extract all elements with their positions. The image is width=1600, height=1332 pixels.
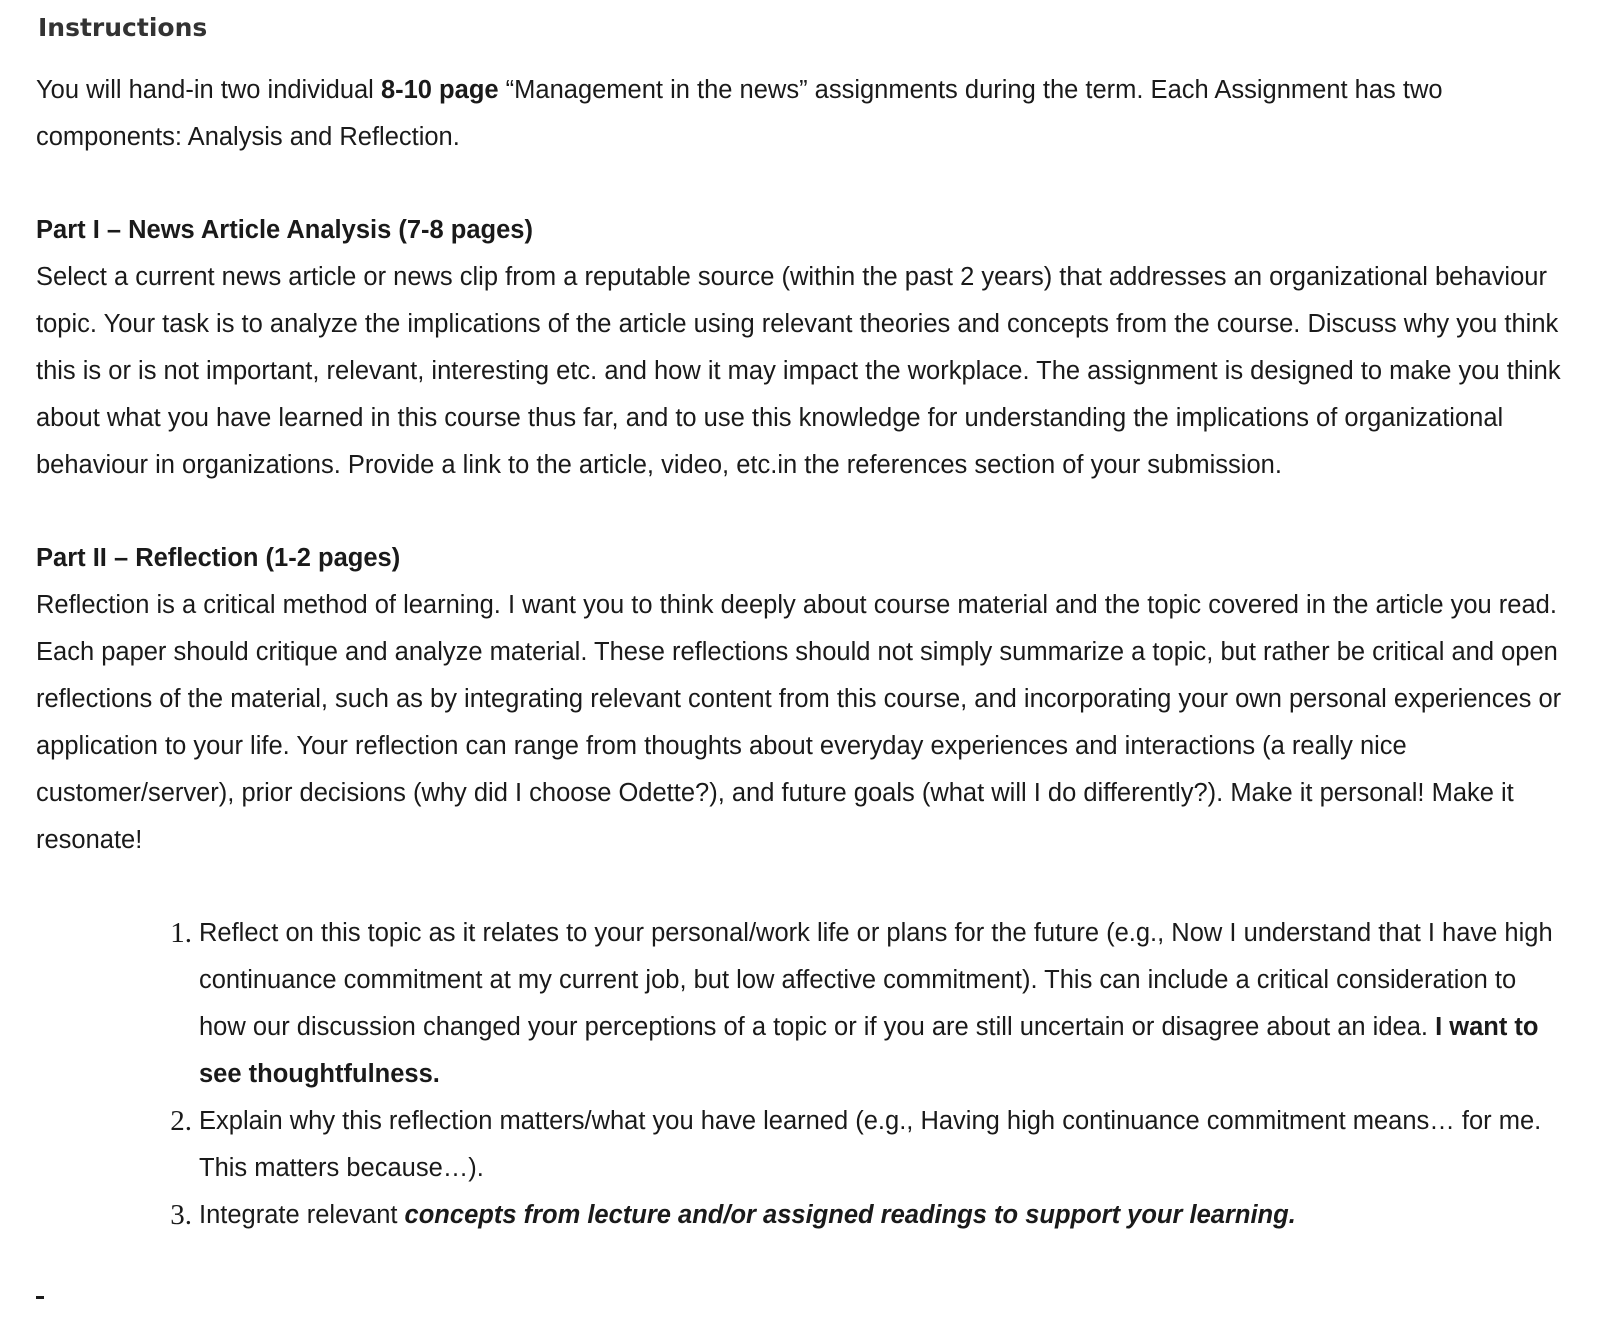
intro-text-start: You will hand-in two individual <box>36 76 381 104</box>
part1-heading: Part I – News Article Analysis (7-8 pages) <box>36 216 533 244</box>
part2-body: Reflection is a critical method of learning. I want you to think deeply about course material and the topic covered in the article you read. Each paper should critique and analyze material. These reflections should not simply summarize a topic, but rather be critical and open reflections of the material, such as by integrating relevant content from this course, and incorporating your own personal experiences or application to your life. Your reflection can range from thoughts about everyday experiences and interactions (a really nice customer/server), prior decisions (why did I choose Odette?), and future goals (what will I do differently?). Make it personal! Make it resonate! <box>36 591 1562 854</box>
list-item-text: Explain why this reflection matters/what you have learned (e.g., Having high continuance commitment means… for me. This matters because…). <box>199 1107 1542 1182</box>
list-number: 1. <box>170 917 192 949</box>
document-page <box>36 0 1566 1239</box>
list-item <box>36 1098 1566 1192</box>
list-item-bold-italic: concepts from lecture and/or assigned readings to support your learning. <box>404 1201 1296 1229</box>
list-number: 3. <box>170 1199 192 1231</box>
intro-bold-page-count: 8-10 page <box>380 76 499 104</box>
list-number: 2. <box>170 1105 192 1137</box>
stray-dash-mark <box>36 1296 44 1299</box>
list-item-text: Integrate relevant <box>199 1201 405 1229</box>
part1-body: Select a current news article or news clip from a reputable source (within the past 2 years) that addresses an organizational behaviour topic. Your task is to analyze the implications of the article using relevant theories and concepts from the course. Discuss why you think this is or is not important, relevant, interesting etc. and how it may impact the workplace. The assignment is designed to make you think about what you have learned in this course thus far, and to use this knowledge for understanding the implications of organizational behaviour in organizations. Provide a link to the article, video, etc.in the references section of your submission. <box>36 263 1561 479</box>
list-item <box>36 1192 1566 1239</box>
list-item <box>36 910 1566 1098</box>
list-item-text: Reflect on this topic as it relates to your personal/work life or plans for the future (e.g., Now I understand that I have high continuance commitment at my current job, but low affective commitment). This can include a critical consideration to how our discussion changed your perceptions of a topic or if you are still uncertain or disagree about an idea. <box>199 919 1553 1041</box>
document-title: Instructions <box>38 13 208 42</box>
intro-text-end: “Management in the news” assignments during the term. Each Assignment has two components: Analysis and Reflection. <box>36 76 1443 151</box>
reflection-steps-list <box>36 910 1566 1239</box>
intro-paragraph <box>36 67 1566 161</box>
part2-heading: Part II – Reflection (1-2 pages) <box>36 544 401 572</box>
list-item-bold: I want to see thoughtfulness. <box>199 1013 1539 1088</box>
